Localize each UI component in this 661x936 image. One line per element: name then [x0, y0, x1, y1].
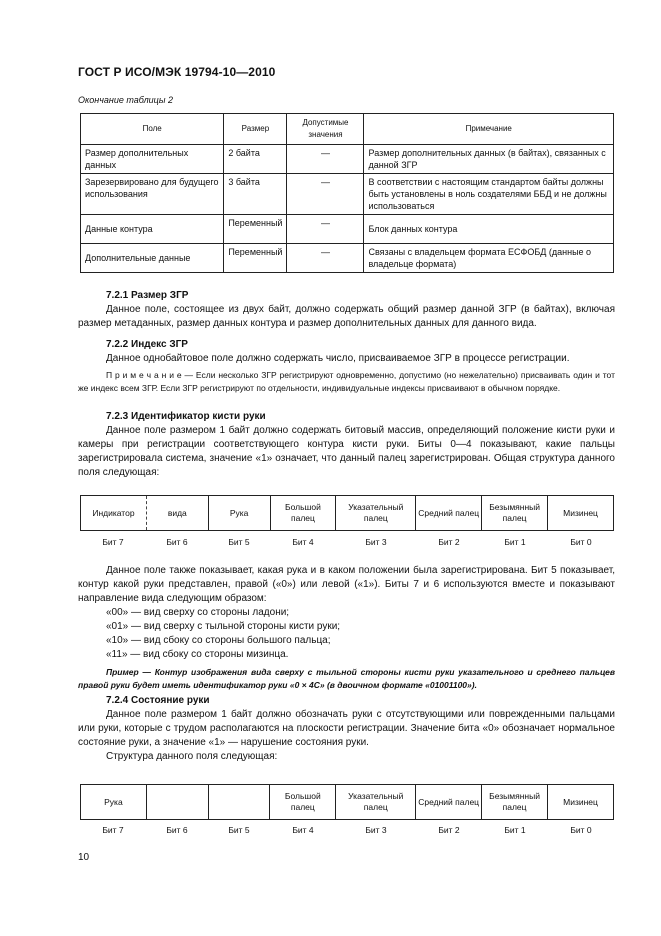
- table-cell: Связаны с владельцем формата ЕСФОБД (данные о владельце формата): [364, 244, 614, 273]
- bit-label: Бит 2: [438, 825, 460, 835]
- bit-cell: [146, 785, 208, 820]
- list-item: «10» — вид сбоку со стороны большого пальца;: [106, 635, 331, 646]
- bit-label: Бит 4: [292, 537, 314, 547]
- bit-cell: [208, 785, 270, 820]
- paragraph: Данное поле размером 1 байт должно содержать битовый массив, определяющий положение кисти руки и камеры при регистрации соответствующего контура кисти руки. Биты 0—4 показывают, какие пальцы зарегистрировала система, значение «1» означает, что данный палец зарегистрирован. Общая структура данного поля следующая:: [78, 425, 615, 478]
- bit-label: Бит 4: [292, 825, 314, 835]
- table-row: [81, 174, 614, 215]
- bit-cells-row: [81, 496, 614, 531]
- section-heading: 7.2.3 Идентификатор кисти руки: [106, 411, 266, 422]
- paragraph: Данное поле также показывает, какая рука и в каком положении была зарегистрирована. Бит 5 показывает, контур какой руки представлен, правой («0») или левой («1»). Биты 7 и 6 используются вместе и показывают направление вида следующим образом:: [78, 565, 615, 604]
- bit-label: Бит 0: [570, 825, 592, 835]
- bit-cell: Средний палец: [416, 496, 482, 531]
- bit-cell: Безымянный палец: [482, 496, 548, 531]
- bit-cell: Рука: [81, 785, 147, 820]
- table-row: [81, 215, 614, 244]
- list-item: «11» — вид сбоку со стороны мизинца.: [106, 649, 289, 660]
- table-cell: Переменный: [224, 215, 287, 244]
- header-cell: Поле: [81, 114, 224, 145]
- table-cell: Блок данных контура: [364, 215, 614, 244]
- section-heading: 7.2.4 Состояние руки: [106, 695, 210, 706]
- section-723: [78, 410, 615, 480]
- bit-cell: Средний палец: [416, 785, 482, 820]
- bit-label: Бит 3: [365, 825, 387, 835]
- example: Пример — Контур изображения вида сверху с тыльной стороны кисти руки указательного и среднего пальцев правой руки будет иметь идентификатор руки «0 × 4C» (в двоичном формате «01001100»).: [78, 667, 615, 690]
- bit-cell: Мизинец: [548, 785, 614, 820]
- table-cell: —: [287, 215, 364, 244]
- section-723-cont: [78, 564, 615, 692]
- hand-id-structure: [80, 495, 614, 531]
- table-cell: 3 байта: [224, 174, 287, 215]
- bit-label: Бит 6: [166, 537, 188, 547]
- table-cell: —: [287, 244, 364, 273]
- note: П р и м е ч а н и е — Если несколько ЗГР регистрируют одновременно, допустимо (но нежелательно) присваивать один и тот же индекс всем ЗГР. Если ЗГР регистрируют по отдельности, индивидуальные индексы присваивают в обычном порядке.: [78, 370, 615, 393]
- table-row: [81, 145, 614, 174]
- bit-cell: Большой палец: [270, 785, 336, 820]
- bit-labels: [80, 825, 614, 835]
- bit-cell: Безымянный палец: [482, 785, 548, 820]
- bit-label: Бит 3: [365, 537, 387, 547]
- header-cell: Допустимые значения: [287, 114, 364, 145]
- paragraph: Данное поле размером 1 байт должно обозначать руки с отсутствующими или поврежденными пальцами или руки, которые с трудом располагаются на плоскости регистрации. Значение бита «0» обозначает нормальное состояние руки, а значение «1» — нарушение состояния руки.: [78, 709, 615, 748]
- table-cell: Дополнительные данные: [81, 244, 224, 273]
- bit-label: Бит 2: [438, 537, 460, 547]
- section-721: [78, 289, 615, 331]
- bit-cell: Указательный палец: [336, 785, 416, 820]
- bit-label: Бит 7: [102, 825, 124, 835]
- list-item: «01» — вид сверху с тыльной стороны кисти руки;: [106, 621, 341, 632]
- header-cell: Размер: [224, 114, 287, 145]
- table-header-row: [81, 114, 614, 145]
- bit-label: Бит 0: [570, 537, 592, 547]
- table-caption: Окончание таблицы 2: [78, 95, 173, 105]
- bit-label: Бит 1: [504, 825, 526, 835]
- bit-cell: Указательный палец: [336, 496, 416, 531]
- header-cell: Примечание: [364, 114, 614, 145]
- bit-label: Бит 5: [228, 825, 250, 835]
- paragraph: Структура данного поля следующая:: [106, 751, 278, 762]
- table-cell: —: [287, 174, 364, 215]
- bit-cell: Мизинец: [548, 496, 614, 531]
- bit-cell: Большой палец: [270, 496, 336, 531]
- document-header: ГОСТ Р ИСО/МЭК 19794-10—2010: [78, 65, 276, 79]
- table-row: [81, 244, 614, 273]
- bit-label: Бит 1: [504, 537, 526, 547]
- bit-label: Бит 5: [228, 537, 250, 547]
- table-cell: В соответствии с настоящим стандартом байты должны быть установлены в ноль создателями ББД и не должны использоваться: [364, 174, 614, 215]
- paragraph: Данное однобайтовое поле должно содержать число, присваиваемое ЗГР в процессе регистрации.: [106, 353, 570, 364]
- table-cell: Зарезервировано для будущего использования: [81, 174, 224, 215]
- table-cell: Размер дополнительных данных (в байтах), связанных с данной ЗГР: [364, 145, 614, 174]
- section-724: [78, 694, 615, 764]
- bit-label: Бит 7: [102, 537, 124, 547]
- paragraph: Данное поле, состоящее из двух байт, должно содержать общий размер данной ЗГР (в байтах), включая размер метаданных, размер данных контура и размер дополнительных данных для данного вида.: [78, 304, 615, 329]
- bit-label: Бит 6: [166, 825, 188, 835]
- table-cell: Размер дополнительных данных: [81, 145, 224, 174]
- fields-table: [80, 113, 614, 273]
- table-cell: 2 байта: [224, 145, 287, 174]
- table-cell: Переменный: [224, 244, 287, 273]
- bit-cell: Индикатор: [81, 496, 147, 531]
- bit-labels: [80, 537, 614, 547]
- hand-state-structure: [80, 784, 614, 820]
- section-722: [78, 338, 615, 395]
- table-cell: Данные контура: [81, 215, 224, 244]
- page-number: 10: [78, 852, 90, 863]
- section-heading: 7.2.1 Размер ЗГР: [106, 290, 189, 301]
- bit-cell: Рука: [208, 496, 270, 531]
- list-item: «00» — вид сверху со стороны ладони;: [106, 607, 290, 618]
- section-heading: 7.2.2 Индекс ЗГР: [106, 339, 188, 350]
- table-cell: —: [287, 145, 364, 174]
- bit-cells-row: [81, 785, 614, 820]
- bit-cell: вида: [146, 496, 208, 531]
